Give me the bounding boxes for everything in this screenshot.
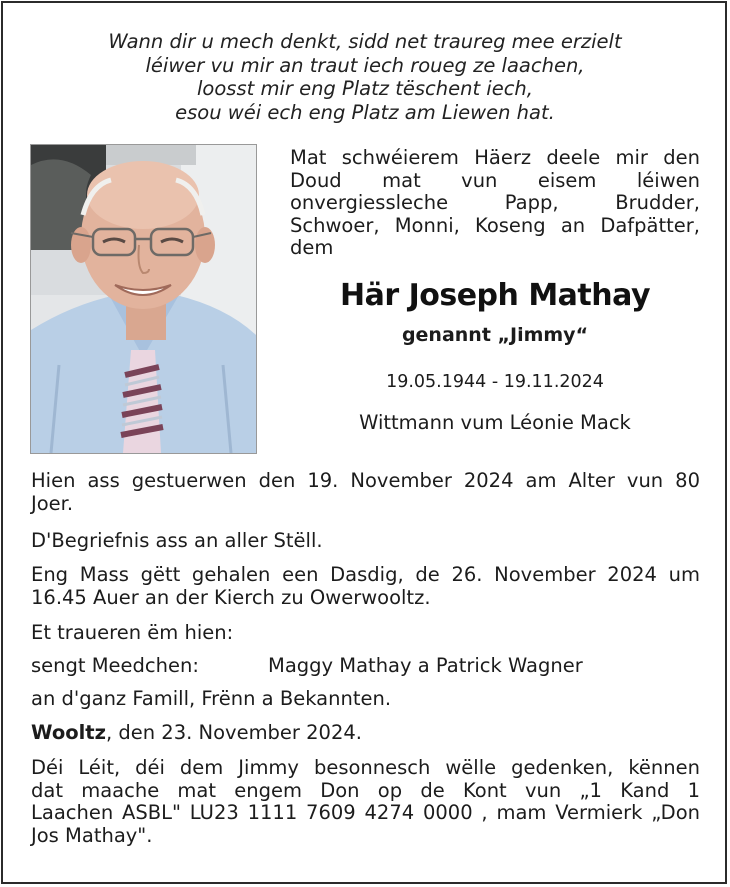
- memorial-poem: [0, 30, 730, 124]
- notice-date: , den 23. November 2024.: [105, 721, 362, 744]
- life-dates: 19.05.1944 - 19.11.2024: [386, 372, 604, 392]
- intro-line: Mat schwéierem Häerz deele mir den: [290, 146, 700, 169]
- funeral-paragraph: D'Begriefnis ass an aller Stëll.: [31, 529, 323, 552]
- intro-line: dem: [290, 236, 334, 259]
- death-line: Hien ass gestuerwen den 19. November 2024 am Alter vun 80: [31, 469, 700, 492]
- death-paragraph: [31, 470, 700, 515]
- mass-line: 16.45 Auer an der Kierch zu Owerwooltz.: [31, 585, 431, 609]
- mourner-label: sengt Meedchen:: [31, 654, 199, 677]
- death-line: Joer.: [31, 491, 74, 515]
- poem-line: loosst mir eng Platz tëschent iech,: [197, 77, 533, 100]
- donation-line: Laachen ASBL" LU23 1111 7609 4274 0000 , mam Vermierk „Don: [31, 801, 700, 824]
- mass-paragraph: [31, 564, 700, 609]
- deceased-name: Här Joseph Mathay: [339, 278, 650, 313]
- donation-paragraph: [31, 757, 700, 847]
- poem-line: Wann dir u mech denkt, sidd net traureg mee erzielt: [108, 30, 622, 53]
- intro-line: Schwoer, Monni, Koseng an Dafpätter,: [290, 213, 700, 237]
- donation-line: Jos Mathay".: [31, 823, 153, 847]
- intro-line: Doud mat vun eisem léiwen: [290, 168, 700, 192]
- mourner-row: [31, 655, 700, 678]
- mass-line: Eng Mass gëtt gehalen een Dasdig, de 26. November 2024 um: [31, 563, 700, 586]
- portrait-photo: [30, 144, 257, 454]
- place-date-line: [31, 722, 700, 745]
- intro-text: [290, 147, 700, 260]
- place-name: Wooltz: [31, 721, 106, 744]
- widower-line: Wittmann vum Léonie Mack: [359, 411, 631, 434]
- mourners-intro: Et traueren ëm hien:: [31, 621, 234, 644]
- family-line: an d'ganz Famill, Frënn a Bekannten.: [31, 687, 392, 710]
- mourner-names: Maggy Mathay a Patrick Wagner: [268, 654, 583, 677]
- poem-line: léiwer vu mir an traut iech roueg ze laachen,: [145, 53, 585, 77]
- intro-line: onvergiessleche Papp, Brudder,: [290, 191, 700, 214]
- deceased-nickname: genannt „Jimmy“: [401, 324, 589, 346]
- donation-line: dat maache mat engem Don op de Kont vun „1 Kand 1: [31, 778, 700, 802]
- donation-line: Déi Léit, déi dem Jimmy besonnesch wëlle gedenken, kënnen: [31, 756, 700, 779]
- poem-line: esou wéi ech eng Platz am Liewen hat.: [175, 100, 555, 124]
